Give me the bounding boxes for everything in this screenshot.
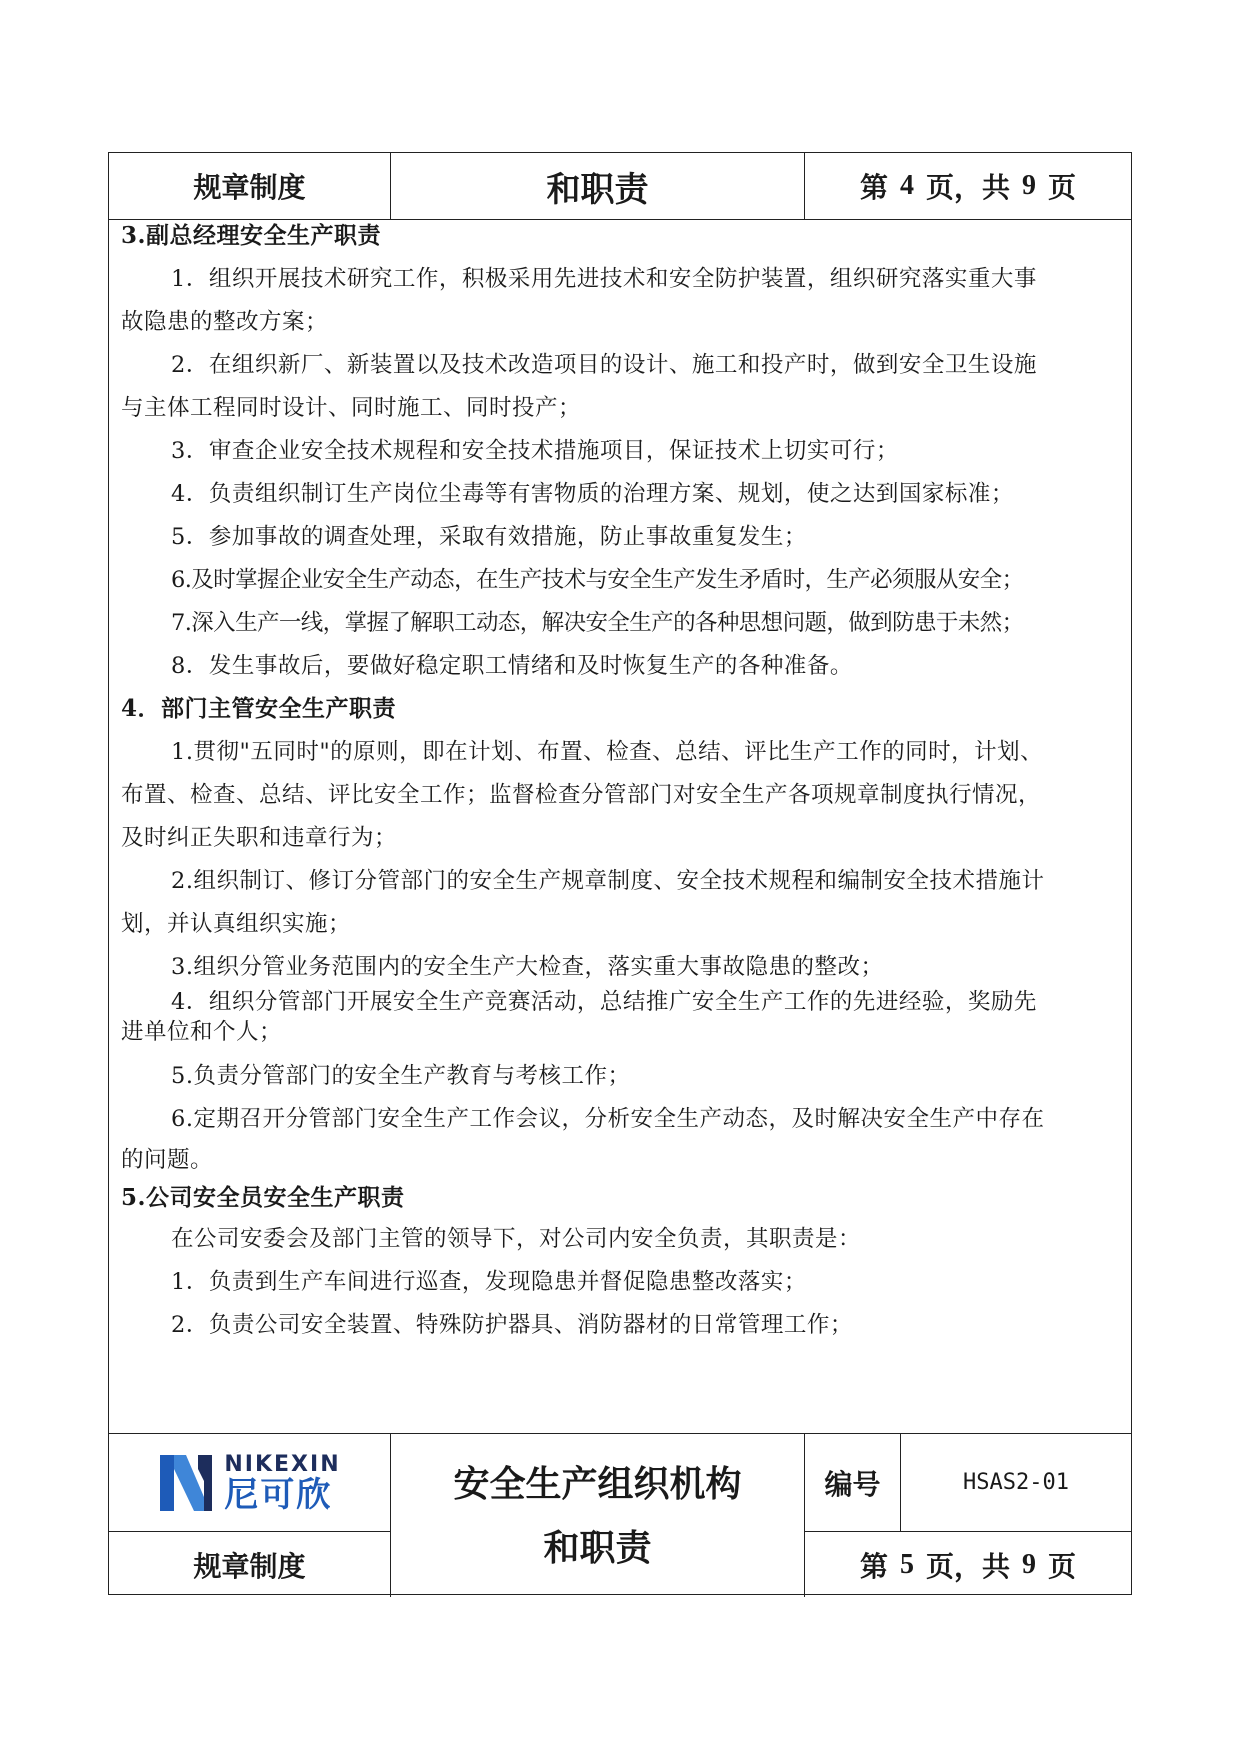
paragraph-line: 8．发生事故后，要做好稳定职工情绪和及时恢复生产的各种准备。 [171, 653, 853, 679]
page-total: 9 [1022, 170, 1036, 201]
paragraph-line: 3．审查企业安全技术规程和安全技术措施项目，保证技术上切实可行； [171, 438, 899, 464]
code-value: HSAS2-01 [901, 1434, 1131, 1532]
logo-n-mark-icon [158, 1451, 214, 1515]
section-heading: 5.公司安全员安全生产职责 [121, 1184, 405, 1211]
paragraph-line: 1．组织开展技术研究工作，积极采用先进技术和安全防护装置，组织研究落实重大事 [171, 266, 1037, 292]
paragraph-line: 2．负责公司安全装置、特殊防护器具、消防器材的日常管理工作； [171, 1312, 853, 1338]
page-header [109, 153, 1131, 220]
page-suffix: 页 [1048, 1549, 1077, 1583]
company-logo-cell [109, 1434, 391, 1532]
section-heading: 3.副总经理安全生产职责 [121, 222, 382, 249]
paragraph-line: 1．负责到生产车间进行巡查，发现隐患并督促隐患整改落实； [171, 1269, 807, 1295]
paragraph-line: 2.组织制订、修订分管部门的安全生产规章制度、安全技术规程和编制安全技术措施计 [171, 868, 1045, 894]
paragraph-line: 的问题。 [121, 1147, 214, 1173]
header-page-number [805, 153, 1131, 219]
page-mid: 页，共 [925, 1549, 1010, 1583]
document-sheet [108, 152, 1132, 1595]
header-title: 和职责 [391, 153, 805, 219]
paragraph-line: 4．负责组织制订生产岗位尘毒等有害物质的治理方案、规划，使之达到国家标准； [171, 481, 1014, 507]
page-prefix: 第 [859, 1549, 888, 1583]
paragraph-line: 布置、检查、总结、评比安全工作；监督检查分管部门对安全生产各项规章制度执行情况， [121, 782, 1042, 808]
paragraph-line: 及时纠正失职和违章行为； [121, 825, 398, 851]
paragraph-line: 与主体工程同时设计、同时施工、同时投产； [121, 395, 582, 421]
header-category: 规章制度 [109, 153, 391, 219]
paragraph-line: 故隐患的整改方案； [121, 309, 329, 335]
paragraph-line: 4．组织分管部门开展安全生产竞赛活动，总结推广安全生产工作的先进经验，奖励先 [171, 989, 1037, 1015]
page-total: 9 [1022, 1548, 1036, 1580]
paragraph-line: 7.深入生产一线，掌握了解职工动态，解决安全生产的各种思想问题，做到防患于未然； [171, 610, 1024, 636]
paragraph-line: 2．在组织新厂、新装置以及技术改造项目的设计、施工和投产时，做到安全卫生设施 [171, 352, 1037, 378]
footer-title [391, 1434, 805, 1597]
code-label: 编号 [805, 1434, 901, 1532]
page-suffix: 页 [1048, 171, 1077, 204]
page-no: 5 [899, 1548, 914, 1580]
paragraph-line: 6.及时掌握企业安全生产动态，在生产技术与安全生产发生矛盾时，生产必须服从安全； [171, 567, 1024, 593]
logo-wordmark-en: NIKEXIN [224, 1452, 341, 1477]
footer-title-line2: 和职责 [543, 1526, 652, 1569]
paragraph-line: 在公司安委会及部门主管的领导下，对公司内安全负责，其职责是： [171, 1226, 862, 1252]
footer-page-number [805, 1532, 1131, 1597]
page-prefix: 第 [859, 171, 888, 204]
paragraph-line: 划，并认真组织实施； [121, 911, 352, 937]
page-mid: 页，共 [925, 171, 1010, 204]
paragraph-line: 3.组织分管业务范围内的安全生产大检查，落实重大事故隐患的整改； [171, 954, 884, 980]
company-logo [158, 1451, 340, 1515]
paragraph-line: 1.贯彻"五同时"的原则，即在计划、布置、检查、总结、评比生产工作的同时，计划、 [171, 739, 1044, 765]
paragraph-line: 6.定期召开分管部门安全生产工作会议，分析安全生产动态，及时解决安全生产中存在 [171, 1106, 1045, 1132]
logo-wordmark-cn: 尼可欣 [224, 1475, 333, 1515]
paragraph-line: 5.负责分管部门的安全生产教育与考核工作； [171, 1063, 631, 1089]
page-no: 4 [899, 170, 914, 201]
footer-category: 规章制度 [109, 1532, 391, 1597]
paragraph-line: 进单位和个人； [121, 1019, 283, 1045]
page-footer-header [109, 1433, 1131, 1597]
section-heading: 4．部门主管安全生产职责 [121, 695, 397, 722]
footer-title-line1: 安全生产组织机构 [453, 1462, 742, 1505]
paragraph-line: 5．参加事故的调查处理，采取有效措施，防止事故重复发生； [171, 524, 807, 550]
